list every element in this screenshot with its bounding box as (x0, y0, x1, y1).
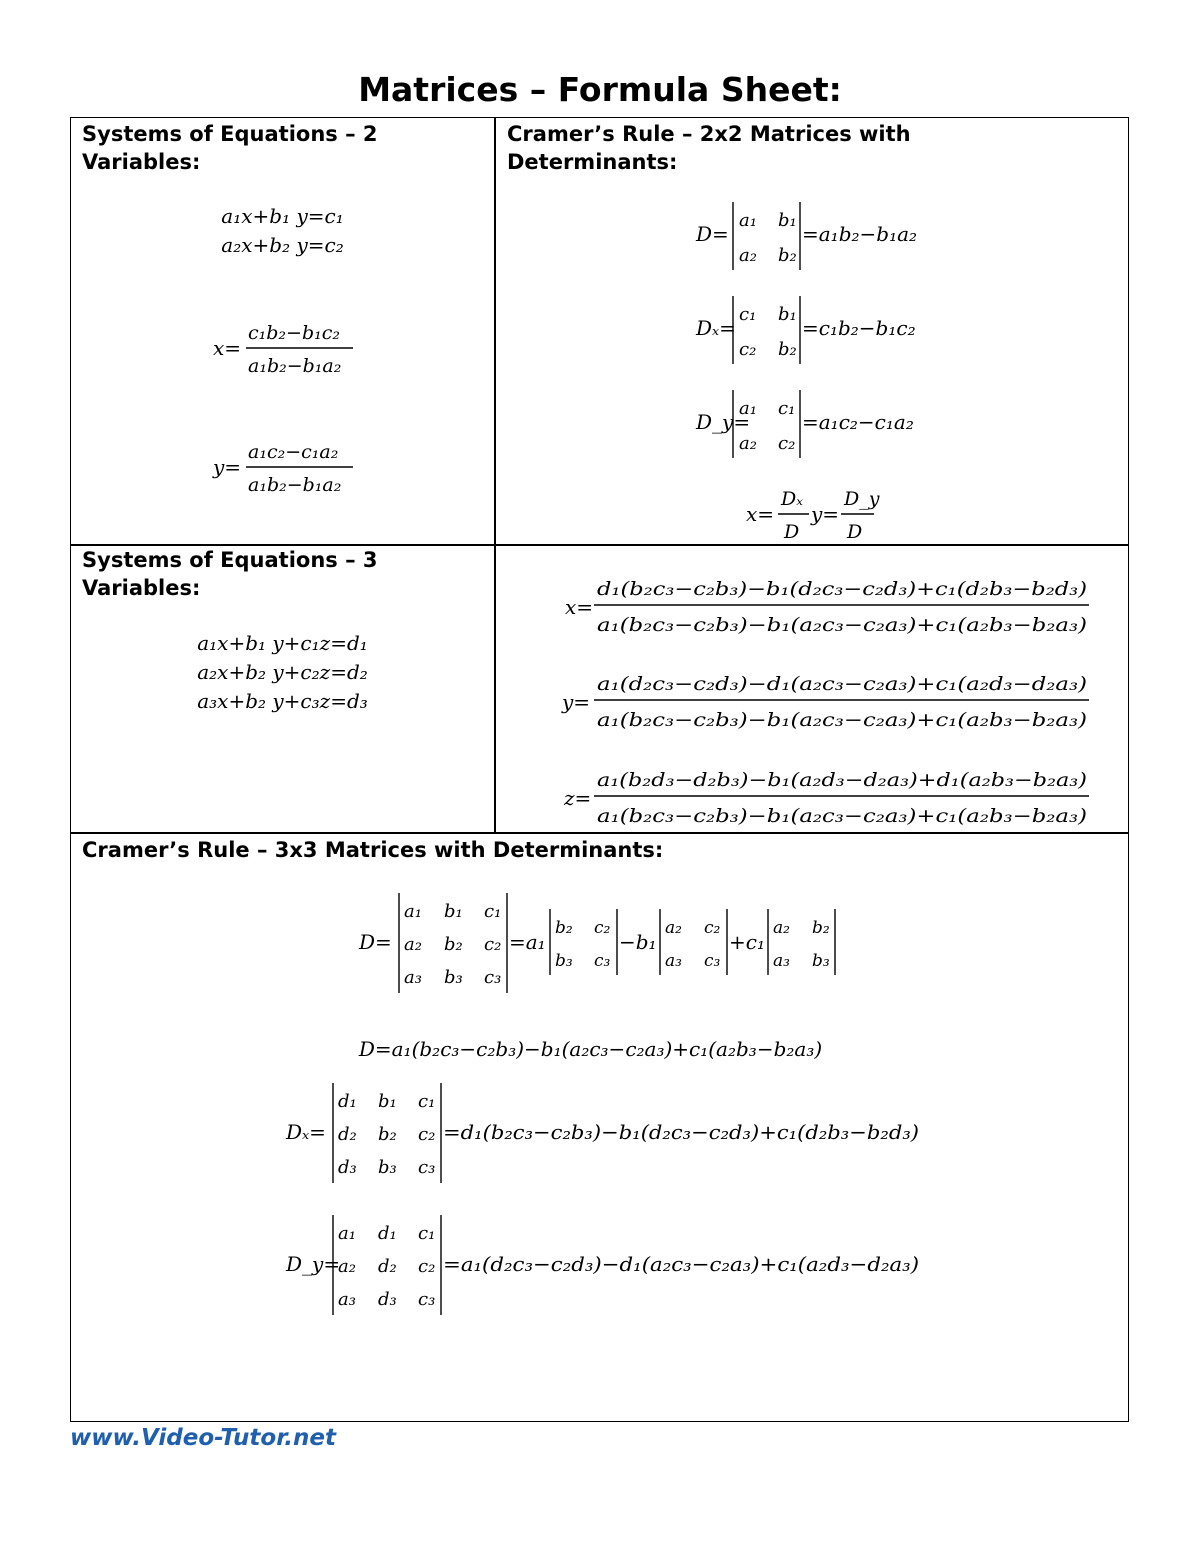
fraction-lhs: z= (564, 786, 592, 810)
det-lhs: D_y= (286, 1252, 341, 1276)
det-rhs: =d₁(b₂c₃−c₂b₃)−b₁(d₂c₃−c₂d₃)+c₁(d₂b₃−b₂d₃) (443, 1120, 919, 1144)
matrix-entry: a₂ (338, 1256, 356, 1277)
det-lhs: D_y= (696, 410, 751, 434)
matrix-entry: b₃ (378, 1157, 397, 1178)
heading-line: Determinants: (507, 150, 678, 174)
matrix-entry: c₂ (739, 339, 757, 360)
det-lhs: D= (696, 222, 729, 246)
y-label: y= (811, 502, 840, 526)
page-title: Matrices – Formula Sheet: (358, 70, 842, 109)
fraction-denominator: a₁b₂−b₁a₂ (248, 474, 342, 496)
matrix-entry: a₃ (338, 1289, 356, 1310)
matrix-entry: c₃ (418, 1289, 436, 1310)
matrix-entry: b₂ (778, 339, 797, 360)
fraction-numerator: a₁(b₂d₃−d₂b₃)−b₁(a₂d₃−d₂a₃)+d₁(a₂b₃−b₂a₃) (597, 770, 1087, 791)
matrix-entry: c₃ (594, 951, 611, 971)
matrix-entry: b₂ (444, 934, 463, 955)
matrix-entry: a₁ (739, 398, 757, 419)
determinant-Dy-3x3 (281, 1209, 941, 1319)
fraction-numerator: c₁b₂−b₁c₂ (248, 322, 340, 344)
matrix-entry: d₃ (378, 1289, 397, 1310)
matrix-entry: a₁ (338, 1223, 356, 1244)
matrix-entry: c₂ (484, 934, 502, 955)
cramer-2x2-cell (496, 118, 1130, 544)
matrix-entry: a₁ (404, 901, 422, 922)
cramer-2x2-solution (741, 483, 911, 545)
matrix-entry: b₂ (778, 245, 797, 266)
determinant-D (691, 198, 951, 273)
fraction-numerator: a₁c₂−c₁a₂ (248, 441, 339, 463)
matrix-entry: a₂ (773, 918, 790, 938)
section-heading (82, 546, 378, 602)
fraction-denominator: a₁(b₂c₃−c₂b₃)−b₁(a₂c₃−c₂a₃)+c₁(a₂b₃−b₂a₃) (597, 806, 1087, 827)
equation: a₂x+b₂ y=c₂ (221, 233, 344, 257)
fraction-denominator: D (784, 521, 800, 543)
matrix-entry: b₁ (778, 304, 797, 325)
section-heading (82, 120, 378, 176)
section-heading (507, 120, 911, 176)
matrix-entry: b₂ (812, 918, 830, 938)
formula-table (70, 117, 1129, 1422)
matrix-entry: b₁ (444, 901, 463, 922)
determinant-Dx (691, 292, 951, 367)
matrix-entry: d₂ (338, 1124, 357, 1145)
matrix-entry: b₃ (555, 951, 573, 971)
solution-fractions (536, 546, 1096, 831)
matrix-entry: c₂ (418, 1256, 436, 1277)
matrix-entry: d₂ (378, 1256, 397, 1277)
matrix-entry: d₃ (338, 1157, 357, 1178)
matrix-entry: a₂ (665, 918, 682, 938)
fraction-denominator: a₁b₂−b₁a₂ (248, 355, 342, 377)
heading-line: Systems of Equations – 3 (82, 548, 378, 572)
matrix-entry: c₁ (418, 1223, 436, 1244)
matrix-entry: c₃ (418, 1157, 436, 1178)
matrix-entry: d₁ (378, 1223, 397, 1244)
matrix-entry: c₃ (484, 967, 502, 988)
website-link[interactable]: www.Video-Tutor.net (70, 1425, 336, 1451)
heading-line: Variables: (82, 576, 201, 600)
fraction-lhs: x= (213, 336, 242, 360)
equation: a₁x+b₁ y=c₁ (221, 204, 344, 228)
determinant-Dy (691, 386, 951, 461)
three-variable-solutions-cell (496, 546, 1130, 832)
z-solution (563, 770, 1089, 827)
matrix-entry: c₁ (418, 1091, 436, 1112)
determinant-expansion: D=a₁(b₂c₃−c₂b₃)−b₁(a₂c₃−c₂a₃)+c₁(a₂b₃−b₂a₃) (358, 1037, 823, 1061)
determinant-D-3x3 (351, 887, 851, 997)
equation: a₁x+b₁ y+c₁z=d₁ (197, 631, 368, 655)
matrix-entry: c₁ (778, 398, 796, 419)
expansion-term: −b₁ (619, 930, 657, 954)
matrix-entry: b₁ (778, 210, 797, 231)
det-rhs: =a₁c₂−c₁a₂ (802, 410, 914, 434)
equation: a₃x+b₂ y+c₃z=d₃ (197, 689, 368, 713)
matrix-entry: c₂ (704, 918, 721, 938)
det-rhs: =c₁b₂−b₁c₂ (802, 316, 916, 340)
matrix-entry: c₂ (778, 433, 796, 454)
section-heading: Cramer’s Rule – 3x3 Matrices with Determinants: (82, 838, 664, 862)
x-solution (565, 579, 1089, 636)
matrix-entry: b₃ (812, 951, 830, 971)
matrix-entry: c₁ (739, 304, 757, 325)
matrix-entry: a₂ (739, 245, 757, 266)
equation: a₂x+b₂ y+c₂z=d₂ (197, 660, 368, 684)
heading-line: Variables: (82, 150, 201, 174)
matrix-entry: a₁ (739, 210, 757, 231)
matrix-entry: b₃ (444, 967, 463, 988)
matrix-entry: d₁ (338, 1091, 357, 1112)
matrix-entry: a₃ (665, 951, 682, 971)
matrix-entry: a₃ (404, 967, 422, 988)
x-label: x= (746, 502, 775, 526)
x-fraction (201, 314, 371, 384)
matrix-entry: c₂ (594, 918, 611, 938)
det-rhs: =a₁(d₂c₃−c₂d₃)−d₁(a₂c₃−c₂a₃)+c₁(a₂d₃−d₂a₃) (443, 1252, 919, 1276)
matrix-entry: a₂ (739, 433, 757, 454)
matrix-entry: b₁ (378, 1091, 397, 1112)
heading-line: Cramer’s Rule – 2x2 Matrices with (507, 122, 911, 146)
fraction-numerator: D_y (844, 488, 880, 510)
matrix-entry: a₃ (773, 951, 790, 971)
matrix-entry: b₂ (555, 918, 573, 938)
det-lhs: Dₓ= (286, 1120, 326, 1144)
fraction-denominator: a₁(b₂c₃−c₂b₃)−b₁(a₂c₃−c₂a₃)+c₁(a₂b₃−b₂a₃) (597, 710, 1087, 731)
fraction-numerator: a₁(d₂c₃−c₂d₃)−d₁(a₂c₃−c₂a₃)+c₁(a₂d₃−d₂a₃) (597, 674, 1087, 695)
heading-line: Systems of Equations – 2 (82, 122, 378, 146)
fraction-lhs: x= (565, 595, 594, 619)
det-lhs: Dₓ= (696, 316, 736, 340)
fraction-denominator: D (847, 521, 863, 543)
expansion-term: =a₁ (509, 930, 546, 954)
cramer-3x3-cell (71, 834, 1130, 1421)
two-variable-cell (71, 118, 494, 544)
det-rhs: =a₁b₂−b₁a₂ (802, 222, 918, 246)
y-fraction (201, 433, 371, 503)
fraction-lhs: y= (562, 690, 591, 714)
matrix-entry: c₁ (484, 901, 502, 922)
matrix-entry: c₂ (418, 1124, 436, 1145)
determinant-Dx-3x3 (281, 1077, 941, 1187)
expansion-term: +c₁ (729, 930, 765, 954)
fraction-numerator: d₁(b₂c₃−c₂b₃)−b₁(d₂c₃−c₂d₃)+c₁(d₂b₃−b₂d₃) (597, 579, 1087, 600)
matrix-entry: b₂ (378, 1124, 397, 1145)
fraction-lhs: y= (213, 455, 242, 479)
matrix-entry: a₂ (404, 934, 422, 955)
det-lhs: D= (359, 930, 392, 954)
y-solution (561, 674, 1089, 731)
fraction-denominator: a₁(b₂c₃−c₂b₃)−b₁(a₂c₃−c₂a₃)+c₁(a₂b₃−b₂a₃) (597, 615, 1087, 636)
matrix-entry: c₃ (704, 951, 721, 971)
fraction-numerator: Dₓ (781, 488, 803, 510)
three-variable-cell (71, 546, 494, 832)
